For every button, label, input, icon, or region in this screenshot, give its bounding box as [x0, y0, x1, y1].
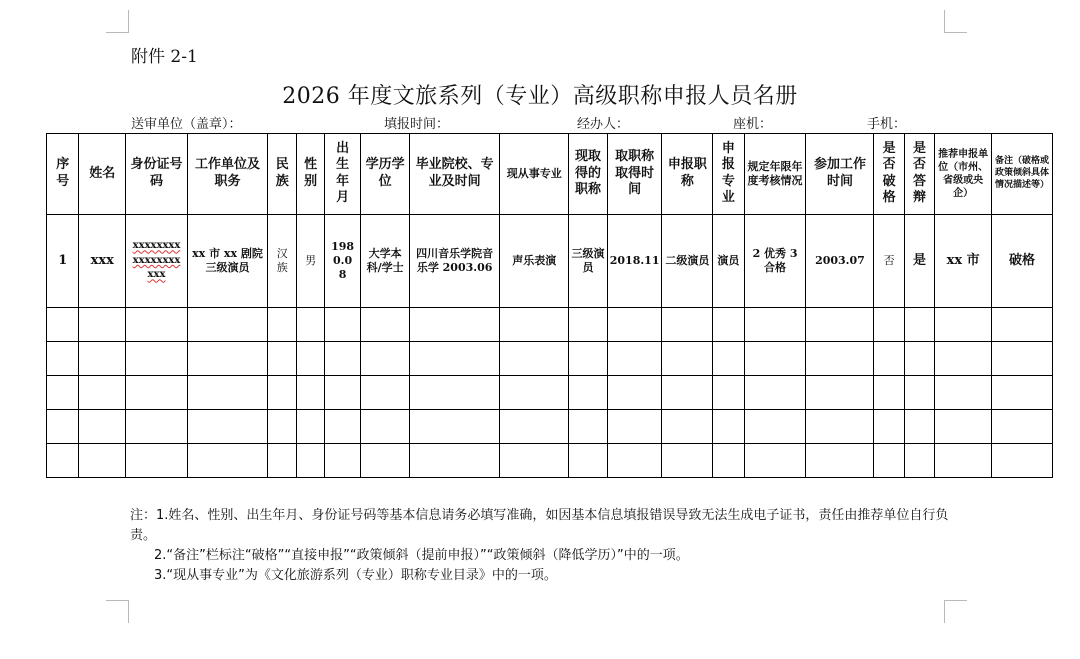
current-major-cell: 声乐表演: [500, 215, 569, 308]
header-cell: 民族: [268, 134, 297, 215]
exceptional-cell: 否: [874, 215, 904, 308]
header-cell: 现从事专业: [500, 134, 569, 215]
notes-section: [130, 506, 950, 586]
header-cell: 工作单位及职务: [187, 134, 267, 215]
submit-unit-label: 送审单位（盖章）：: [131, 117, 242, 132]
header-cell: 毕业院校、专业及时间: [410, 134, 500, 215]
work-unit-cell: xx 市 xx 剧院三级演员: [187, 215, 267, 308]
gender-cell: 男: [297, 215, 324, 308]
note-2: 2.“备注”栏标注“破格”“直接申报”“政策倾斜（提前申报）”“政策倾斜（降低学历）”中的一项。: [154, 548, 689, 563]
header-cell: 姓名: [79, 134, 126, 215]
fill-time-label: 填报时间：: [384, 117, 450, 132]
education-cell: 大学本科/学士: [361, 215, 410, 308]
table-row: [47, 308, 1053, 342]
document-title: 2026 年度文旅系列（专业）高级职称申报人员名册: [282, 84, 798, 109]
current-title-cell: 三级演员: [569, 215, 608, 308]
ethnicity-cell: 汉族: [268, 215, 297, 308]
header-cell: 备注（破格或政策倾斜具体情况描述等）: [992, 134, 1053, 215]
table-row: [47, 215, 1053, 308]
id-number-cell: xxxxxxxxxxxxxxxxxxx: [126, 215, 188, 308]
work-start-cell: 2003.07: [806, 215, 874, 308]
header-cell: 申报专业: [713, 134, 744, 215]
birth-cell: 1980.08: [324, 215, 361, 308]
remark-cell: 破格: [992, 215, 1053, 308]
header-cell: 规定年限年度考核情况: [744, 134, 806, 215]
header-cell: 是否答辩: [904, 134, 934, 215]
header-cell: 学历学位: [361, 134, 410, 215]
table-row: [47, 410, 1053, 444]
defense-cell: 是: [904, 215, 934, 308]
apply-title-cell: 二级演员: [662, 215, 713, 308]
landline-label: 座机：: [733, 117, 773, 132]
header-cell: 现取得的职称: [569, 134, 608, 215]
handler-label: 经办人：: [577, 117, 630, 132]
mobile-label: 手机：: [867, 117, 907, 132]
assessment-cell: 2 优秀 3 合格: [744, 215, 806, 308]
attachment-label: 附件 2-1: [131, 47, 198, 67]
apply-major-cell: 演员: [713, 215, 744, 308]
seq-cell: 1: [47, 215, 79, 308]
header-cell: 出生年月: [324, 134, 361, 215]
table-header-row: [47, 134, 1053, 215]
school-cell: 四川音乐学院音乐学 2003.06: [410, 215, 500, 308]
note-1: 注：1.姓名、性别、出生年月、身份证号码等基本信息请务必填写准确，如因基本信息填报错误导致无法生成电子证书，责任由推荐单位自行负责。: [130, 508, 949, 543]
header-cell: 取职称取得时间: [607, 134, 662, 215]
name-cell: xxx: [79, 215, 126, 308]
header-cell: 是否破格: [874, 134, 904, 215]
table-row: [47, 376, 1053, 410]
margin-mark-top-right: [944, 10, 967, 33]
recommender-cell: xx 市: [935, 215, 992, 308]
margin-mark-top-left: [106, 10, 129, 33]
header-cell: 序号: [47, 134, 79, 215]
margin-mark-bottom-right: [944, 600, 967, 623]
header-cell: 性别: [297, 134, 324, 215]
header-cell: 推荐申报单位（市州、省级或央企）: [935, 134, 992, 215]
margin-mark-bottom-left: [106, 600, 129, 623]
table-row: [47, 342, 1053, 376]
header-cell: 参加工作时间: [806, 134, 874, 215]
title-time-cell: 2018.11: [607, 215, 662, 308]
note-3: 3.“现从事专业”为《文化旅游系列（专业）职称专业目录》中的一项。: [154, 568, 557, 583]
table-row: [47, 444, 1053, 478]
applicant-roster-table: [46, 133, 1053, 478]
header-cell: 申报职称: [662, 134, 713, 215]
header-cell: 身份证号码: [126, 134, 188, 215]
